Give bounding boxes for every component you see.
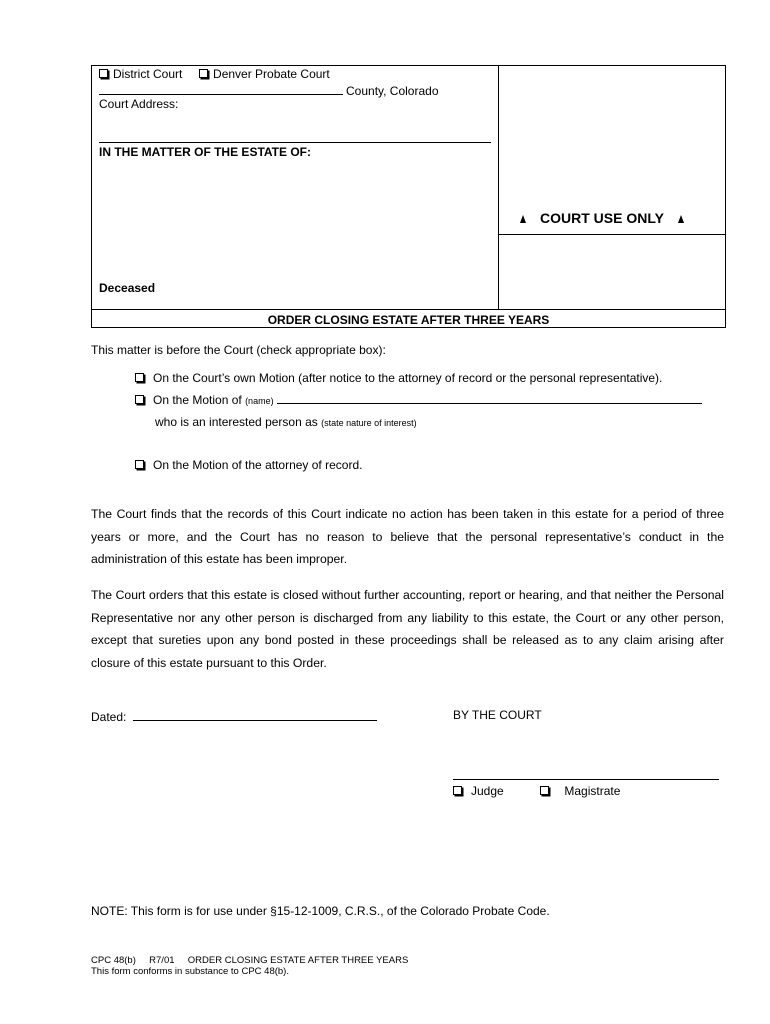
county-row [99, 82, 439, 98]
name-hint: (name) [245, 396, 274, 406]
interested-label: who is an interested person as [155, 415, 318, 429]
denver-probate-label: Denver Probate Court [213, 67, 330, 81]
interested-row [155, 415, 417, 429]
motion-of-checkbox[interactable] [135, 395, 144, 404]
title-divider [92, 309, 725, 310]
orders-paragraph: The Court orders that this estate is closed without further accounting, report or hearing, and that neither the Personal Representative nor any other person is discharged from any liability to this estate, the Court or any other person, except that sureties upon any bond posted in these proceedings shall be released as to any claim arising after closure of this estate pursuant to this Order. [91, 588, 724, 670]
magistrate-checkbox[interactable] [540, 786, 549, 795]
dated-row [91, 708, 377, 724]
district-court-checkbox[interactable] [99, 69, 108, 78]
court-use-only-label: COURT USE ONLY [540, 210, 664, 226]
option-motion-of [135, 392, 702, 407]
form-revision: R7/01 [149, 955, 175, 966]
attorney-motion-checkbox[interactable] [135, 460, 144, 469]
findings-paragraph: The Court finds that the records of this Court indicate no action has been taken in this estate for a period of three years or more, and the Court has no reason to believe that the personal representative’s conduct in the administration of this estate has been improper. [91, 507, 724, 566]
court-address-field[interactable] [99, 142, 491, 143]
motion-name-field[interactable] [277, 392, 702, 404]
attorney-motion-label: On the Motion of the attorney of record. [153, 458, 363, 472]
judge-checkbox[interactable] [453, 786, 462, 795]
own-motion-checkbox[interactable] [135, 373, 144, 382]
caption-divider-vertical [498, 66, 499, 309]
form-id: CPC 48(b) [91, 955, 136, 966]
judge-magistrate-row [453, 784, 620, 798]
district-court-label: District Court [113, 67, 183, 81]
court-use-divider [498, 234, 726, 235]
interest-hint: (state nature of interest) [321, 418, 417, 428]
intro-text: This matter is before the Court (check appropriate box): [91, 343, 386, 357]
county-label: County, Colorado [346, 84, 439, 98]
dated-field[interactable] [133, 708, 377, 721]
form-title: ORDER CLOSING ESTATE AFTER THREE YEARS [187, 955, 409, 966]
judge-signature-line[interactable] [453, 779, 719, 780]
motion-of-label: On the Motion of [153, 393, 242, 407]
caption-table [91, 65, 726, 328]
court-address-label: Court Address: [99, 97, 179, 111]
option-own-motion [135, 371, 662, 385]
by-the-court-label: BY THE COURT [453, 708, 542, 722]
matter-of-label: IN THE MATTER OF THE ESTATE OF: [99, 145, 311, 159]
form-conformance: This form conforms in substance to CPC 48(b). [91, 966, 289, 977]
deceased-label: Deceased [99, 281, 156, 295]
judge-label: Judge [471, 784, 504, 798]
form-footer [91, 955, 408, 977]
arrow-up-icon [520, 215, 526, 223]
county-name-field[interactable] [99, 82, 343, 95]
arrow-up-icon [678, 215, 684, 223]
magistrate-label: Magistrate [564, 784, 621, 798]
option-attorney-motion [135, 458, 362, 472]
note-text: NOTE: This form is for use under §15-12-1009, C.R.S., of the Colorado Probate Code. [91, 904, 550, 918]
dated-label: Dated: [91, 710, 127, 724]
order-title: ORDER CLOSING ESTATE AFTER THREE YEARS [267, 313, 550, 327]
court-use-only [520, 210, 684, 226]
denver-probate-checkbox[interactable] [199, 69, 208, 78]
form-id-line [91, 955, 408, 966]
own-motion-label: On the Court’s own Motion (after notice to the attorney of record or the personal representative). [153, 371, 663, 385]
court-type-row [99, 67, 330, 81]
